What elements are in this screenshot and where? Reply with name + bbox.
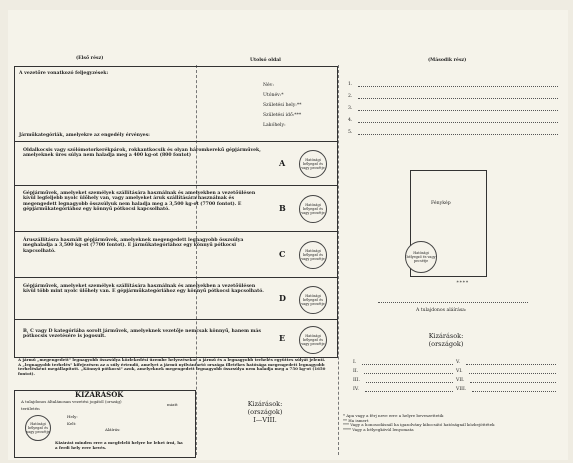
category-letter: C [279,249,286,259]
footnote-2: ** Ha ismert [343,417,369,423]
category-letter: E [279,333,286,343]
categories-heading: Járműkategóriák, amelyekre az engedély érvényes: [19,133,150,138]
category-letter: A [279,158,286,168]
stamp-circle [299,326,327,354]
category-text: B, C vagy D kategóriába sorolt járművek, amelyeknek vezetője nemcsak könnyű, hanem más pótkocsis vezetésére is jogosult. [23,329,261,340]
stamp-label: Hatósági bélyegző és vagy pecsétje [301,249,325,261]
footnote-3: *** Vagy a honosodásnál ha igazolvány kibocsátó hatóságnál közbejöttétek [343,422,495,428]
exclusions-sign: Aláírás: [105,427,121,432]
header-middle: Utolsó oldal [250,58,281,63]
category-row-e [15,319,337,358]
category-text: Gépjárművek, amelyeket személyek szállítására használnak és amelyekben a vezetőülésen kívül több mint nyolc ülőhely van. E gépjárműkategóriához egy könnyű pótkocsi kapcsolható. [23,284,264,295]
field-name: Név: [263,83,274,88]
field-birthdate: Születési idő:*** [263,113,302,118]
exclusions-line1: A tulajdonos általánosan vezetési jogától (ország) [21,399,122,404]
stamp-label: Hatósági bélyegző és vagy pecsétje [301,203,325,215]
right-exclusions [411,332,481,348]
photo-box [406,170,487,277]
roman-line-4: IV. [353,387,453,396]
footnote-4: **** Vagy a bélyegkövül lenyomata [343,426,414,432]
exclusions-title: KIZÁRÁSOK [75,390,124,399]
category-row-d [15,277,337,320]
header-left: (Első rész) [76,56,104,61]
exclusions-place: Hely: [67,414,78,419]
stamp-circle [299,150,327,178]
roman-line-1: I. [353,360,453,369]
middle-exclusions-sub: (országok) [247,408,283,416]
numbered-line-5: 5. [348,130,558,142]
category-row-a [15,141,337,186]
numbered-list [348,82,558,142]
photo-label: Fénykép [431,201,451,206]
roman-line-5: V. [456,360,556,369]
middle-exclusions-title: Kizárások: [247,400,283,408]
roman-line-7: VII. [456,378,556,387]
numbered-line-4: 4. [348,118,558,130]
stamp-circle [25,415,51,441]
signature-line [378,302,528,303]
roman-line-2: II. [353,369,453,378]
numbered-line-3: 3. [348,106,558,118]
numbered-line-1: 1. [348,82,558,94]
stamp-circle [299,195,327,223]
stamp-label: Hatósági bélyegző és vagy pecsétje [406,251,436,263]
stamp-label: Hatósági bélyegző és vagy pecsétje [26,422,50,434]
category-row-b [15,185,337,232]
exclusions-footer: Kizárást minden erre a megfelelő helyre be lehet írni, ha a ferdi hely erre kevés. [55,440,183,450]
category-letter: B [279,203,286,213]
stamp-circle [299,286,327,314]
header-right: (Második rész) [428,58,467,63]
footnotes [343,414,563,432]
signature-label: A tulajdonos aláírása: [416,308,467,313]
field-forename: Utónév:* [263,93,284,98]
fold-line-right [338,65,339,455]
roman-line-6: VI. [456,369,556,378]
middle-exclusions [230,400,300,424]
weight-footnote: A jármű „megengedett" legnagyobb összsúlya közlekedési üzembe helyezésekor a jármű és a legnagyobb terhelés együttes súlyát jelenti. A „legnagyobb terhelés" kifejezésen az a súly értendő, amelyet a jármű nyilvántartó országa illetékes hatósága megengedett legnagyobb terhelésként megállapított. „Könnyű pótkocsi" azok, amelyeknek megengedett legnagyobb összsúlya nem haladja meg a 750 kg-ot (1650 fontot). [18,357,326,376]
driver-title: A vezetőre vonatkozó feljegyzések: [19,71,109,76]
stamp-circle [405,241,437,273]
field-birthplace: Születési hely:** [263,103,302,108]
roman-line-8: VIII. [456,387,556,396]
roman-right [456,360,556,396]
roman-left [353,360,453,396]
stamp-circle [299,241,327,269]
right-exclusions-title: Kizárások: [428,332,464,340]
right-exclusions-sub: (országok) [428,340,464,348]
exclusions-line2: területén [21,406,40,411]
exclusions-date: Kelt: [67,421,77,426]
category-letter: D [279,293,286,303]
stamp-label: Hatósági bélyegző és vagy pecsétje [301,158,325,170]
exclusions-line1-end: miatt [167,402,178,407]
stamp-label: Hatósági bélyegző és vagy pecsétje [301,334,325,346]
category-text: Áruszállításra használt gépjárművek, amelyeknek megengedett legnagyobb összsúlya meghaladja a 3,500 kg-ot (7700 fontot). E járműkategóriához egy könnyű pótkocsi kapcsolható. [23,238,244,254]
permit-page [8,10,568,460]
category-text: Gépjárművek, amelyeket személyek szállítására használnak és amelyekben a vezetőülésen kívül legfeljebb nyolc ülőhely van, vagy amelyeket áruk szállítására használnak és megengedett legnagyobb összsúlyuk nem haladja meg a 3,500 kg-ot (7700 fontot). E gépjárműkategóriához egy könnyű pótkocsi kapcsolható. [23,191,256,213]
middle-exclusions-range: I—VIII. [253,416,277,424]
roman-line-3: III. [353,378,453,387]
stamp-label: Hatósági bélyegző és vagy pecsétje [301,294,325,306]
exclusions-box [14,390,196,458]
category-row-c [15,231,337,278]
asterisk-marks: ∗∗∗∗ [456,280,469,285]
categories-frame [14,66,338,358]
field-residence: Lakóhely: [263,123,286,128]
numbered-line-2: 2. [348,94,558,106]
category-text: Oldalkocsis vagy szólómotorkerékpárok, rokkantkocsik és olyan háromkerekű gépjárművek, amelyeknek üres súlya nem haladja meg a 400 kg-ot (800 fontot) [23,148,261,159]
footnote-1: * Apa vagy a férj neve erre a helyre beveszettetik [343,413,444,418]
